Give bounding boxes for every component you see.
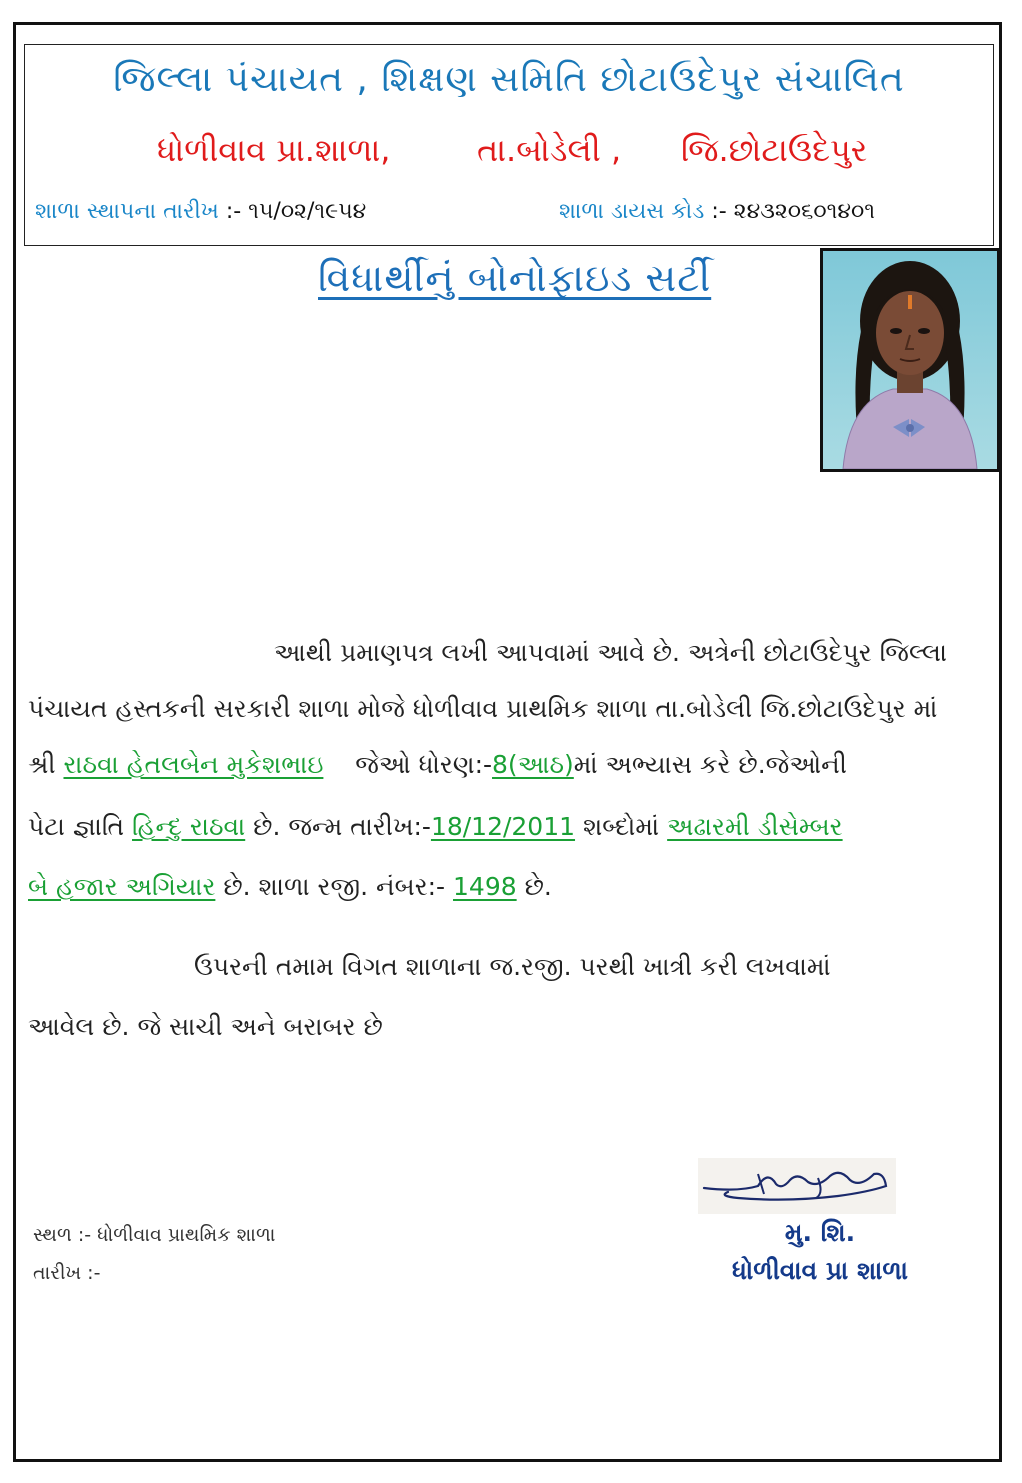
student-photo-icon: [823, 251, 997, 469]
district: જિ.છોટાઉદેપુર: [681, 131, 868, 169]
studies-suffix: માં અભ્યાસ કરે છે.જેઓની: [573, 750, 847, 779]
school-name: ધોળીવાવ પ્રા.શાળા,: [157, 131, 391, 169]
reg-suffix: છે.: [524, 872, 552, 901]
date-label: તારીખ :-: [33, 1262, 101, 1284]
signature-image: [698, 1158, 896, 1214]
dob-words-1: અઢારમી ડીસેમ્બર: [667, 812, 843, 841]
signatory-school: ધોળીવાવ પ્રા શાળા: [732, 1256, 908, 1285]
dob-label: છે. જન્મ તારીખ:-: [253, 812, 431, 841]
place-value: ધોળીવાવ પ્રાથમિક શાળા: [97, 1224, 276, 1246]
est-date-label: શાળા સ્થાપના તારીખ: [35, 199, 219, 224]
para1-line3: [28, 750, 988, 780]
para2-line2: આવેલ છે. જે સાચી અને બરાબર છે: [28, 1012, 383, 1041]
shri-label: શ્રી: [28, 750, 56, 779]
student-name: રાઠવા હેતલબેન મુકેશભાઇ: [63, 750, 324, 779]
school-info-line: [25, 199, 993, 235]
school-address-line: [25, 131, 993, 179]
para1-line5: [28, 872, 988, 902]
para1-line4: [28, 812, 988, 842]
dise-code-value: :- ૨૪૩૨૦૬૦૧૪૦૧: [711, 199, 876, 224]
certificate-title: વિધાર્થીનું બોનોફાઇડ સર્ટી: [318, 256, 712, 300]
signatory-title: મુ. શિ.: [784, 1218, 856, 1247]
subcaste-label: પેટા જ્ઞાતિ: [28, 812, 125, 841]
taluka: તા.બોડેલી ,: [477, 131, 622, 169]
dob-value: 18/12/2011: [430, 812, 576, 841]
reg-number: 1498: [453, 872, 517, 901]
standard-value: 8(આઠ): [492, 750, 574, 779]
reg-label: છે. શાળા રજી. નંબર:-: [223, 872, 446, 901]
authority-line: જિલ્લા પંચાયત , શિક્ષણ સમિતિ છોટાઉદેપુર સંચાલિત: [113, 59, 905, 100]
subcaste-value: હિન્દુ રાઠવા: [132, 812, 246, 841]
para1-line2: પંચાયત હસ્તકની સરકારી શાળા મોજે ધોળીવાવ પ્રાથમિક શાળા તા.બોડેલી જિ.છોટાઉદેપુર માં: [28, 694, 938, 723]
place-line: [33, 1224, 275, 1246]
para1-line1: આથી પ્રમાણપત્ર લખી આપવામાં આવે છે. અત્રેની છોટાઉદેપુર જિલ્લા: [274, 638, 947, 667]
student-photo: [820, 248, 1000, 472]
words-label: શબ્દોમાં: [582, 812, 660, 841]
dob-words-2: બે હજાર અગિયાર: [28, 872, 216, 901]
letterhead: [24, 44, 994, 246]
dise-code-label: શાળા ડાયસ કોડ: [559, 199, 705, 224]
est-date-value: :- ૧૫/૦૨/૧૯૫૪: [225, 199, 367, 224]
studies-prefix: જેઓ ધોરણ:-: [355, 750, 493, 779]
para2-line1: ઉપરની તમામ વિગત શાળાના જ.રજી. પરથી ખાત્રી કરી લખવામાં: [194, 952, 831, 981]
place-label: સ્થળ :-: [33, 1224, 92, 1246]
